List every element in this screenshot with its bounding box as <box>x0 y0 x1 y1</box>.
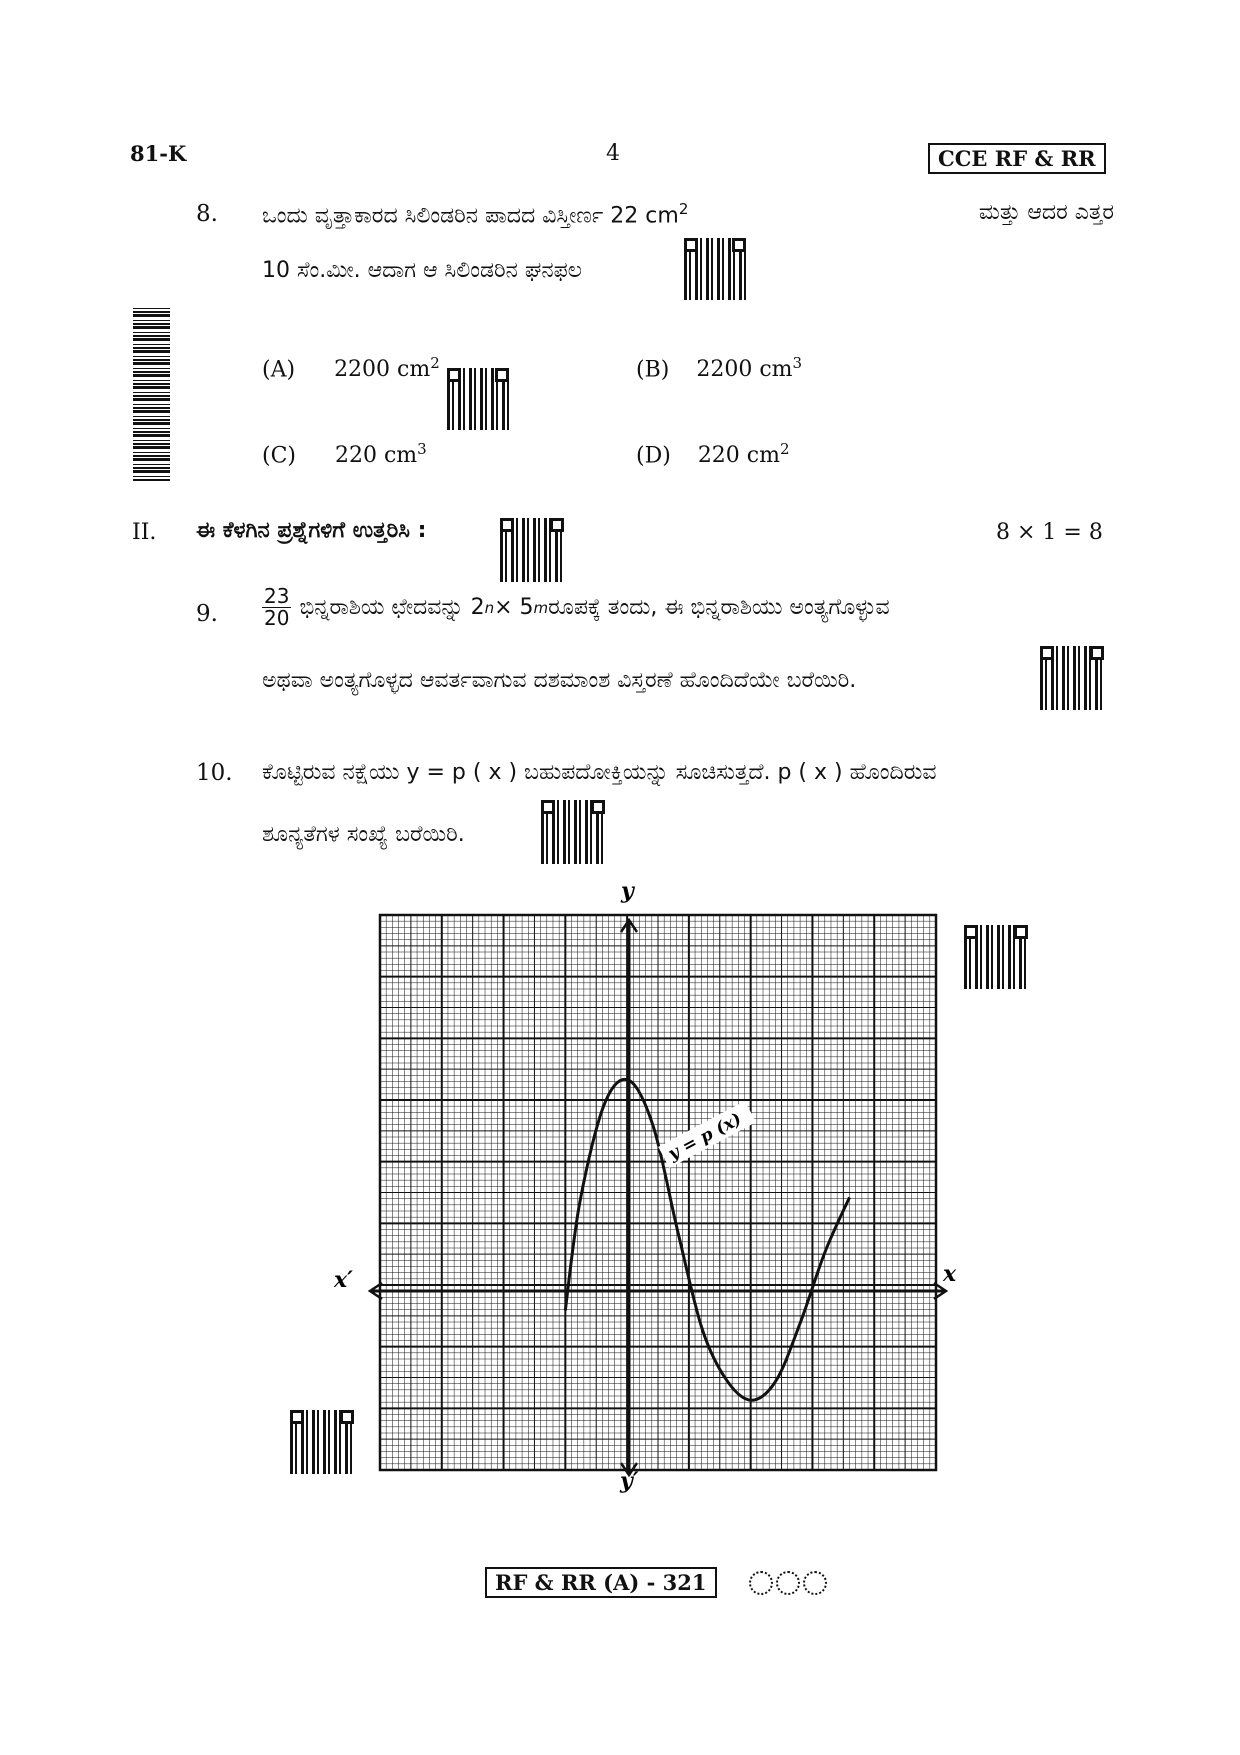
option-sup: 2 <box>430 354 440 372</box>
fraction-numerator: 23 <box>264 584 290 608</box>
qr-code-icon <box>541 800 605 864</box>
option-sup: 2 <box>779 440 790 458</box>
barcode <box>133 305 170 481</box>
paper-code: 81-K <box>130 141 187 166</box>
q9-number: 9. <box>196 601 218 627</box>
star-icon <box>749 1571 773 1595</box>
x-axis-label: x <box>943 1261 957 1287</box>
qr-code-icon <box>684 238 746 300</box>
exam-title: CCE RF & RR <box>928 143 1106 174</box>
x-prime-axis-label: x′ <box>334 1267 353 1293</box>
q8-line1-text: ಒಂದು ವೃತ್ತಾಕಾರದ ಸಿಲಿಂಡರಿನ ಪಾದದ ವಿಸ್ತೀರ್ಣ 22 cm <box>262 203 679 229</box>
y-prime-axis-label: y′ <box>620 1468 639 1494</box>
graph-grid <box>380 915 936 1470</box>
q10-line1: ಕೊಟ್ಟಿರುವ ನಕ್ಷೆಯು y = p ( x ) ಬಹುಪದೋಕ್ತಿಯನ್ನು ಸೂಚಿಸುತ್ತದೆ. p ( x ) ಹೊಂದಿರುವ <box>262 760 937 785</box>
option-sup: 3 <box>792 354 803 372</box>
option-label: (A) <box>262 357 296 383</box>
footer-stars <box>746 1571 827 1599</box>
polynomial-graph <box>330 880 970 1500</box>
section-number: II. <box>132 520 157 545</box>
option-value: 220 cm <box>335 443 418 469</box>
star-icon <box>776 1571 800 1595</box>
q9-fraction <box>262 586 291 629</box>
q9-times: × 5 <box>494 595 534 620</box>
q8-line2: 10 ಸೆಂ.ಮೀ. ಆದಾಗ ಆ ಸಿಲಿಂಡರಿನ ಘನಫಲ <box>262 258 582 283</box>
q9-sup-n: n <box>484 598 495 617</box>
q9-line1a: ಭಿನ್ನರಾಶಿಯ ಛೇದವನ್ನು 2 <box>299 595 485 620</box>
option-value: 2200 cm <box>334 357 431 383</box>
option-value: 2200 cm <box>696 357 793 383</box>
q9-line1 <box>262 586 1114 629</box>
q8-line1-sup: 2 <box>678 200 689 218</box>
q8-option-d <box>636 440 790 468</box>
qr-code-icon <box>964 925 1028 989</box>
qr-code-icon <box>447 368 509 430</box>
option-value: 220 cm <box>697 443 780 469</box>
q9-sup-m: m <box>533 598 549 617</box>
q9-line1b: ರೂಪಕ್ಕೆ ತಂದು, ಈ ಭಿನ್ನರಾಶಿಯು ಅಂತ್ಯಗೊಳ್ಳುವ <box>548 595 890 620</box>
star-icon <box>803 1571 827 1595</box>
qr-code-icon <box>1040 646 1104 710</box>
q8-line1 <box>262 200 1114 228</box>
section-marks: 8 × 1 = 8 <box>996 520 1103 545</box>
q8-number: 8. <box>196 201 218 227</box>
q10-number: 10. <box>196 760 233 786</box>
section-title: ಈ ಕೆಳಗಿನ ಪ್ರಶ್ನೆಗಳಿಗೆ ಉತ್ತರಿಸಿ : <box>196 518 427 543</box>
page-number: 4 <box>606 141 620 166</box>
y-axis-label: y <box>621 880 634 904</box>
qr-code-icon <box>500 518 564 582</box>
q8-option-c <box>262 440 427 468</box>
q8-line1-end: ಮತ್ತು ಆದರ ಎತ್ತರ <box>978 200 1114 225</box>
q9-line2: ಅಥವಾ ಅಂತ್ಯಗೊಳ್ಳದ ಆವರ್ತವಾಗುವ ದಶಮಾಂಶ ವಿಸ್ತರಣೆ ಹೊಂದಿದೆಯೇ ಬರೆಯಿರಿ. <box>262 668 857 693</box>
q8-option-a <box>262 354 440 382</box>
curve-label: y = p (x) <box>664 1109 745 1165</box>
option-label: (B) <box>636 357 670 383</box>
option-label: (C) <box>262 443 296 469</box>
q8-option-b <box>636 354 802 382</box>
q10-line2: ಶೂನ್ಯತೆಗಳ ಸಂಖ್ಯೆ ಬರೆಯಿರಿ. <box>262 822 465 847</box>
option-label: (D) <box>636 443 671 469</box>
qr-code-icon <box>290 1410 354 1474</box>
footer-code: RF & RR (A) - 321 <box>485 1567 717 1598</box>
fraction-denominator: 20 <box>264 606 290 630</box>
option-sup: 3 <box>417 440 427 458</box>
